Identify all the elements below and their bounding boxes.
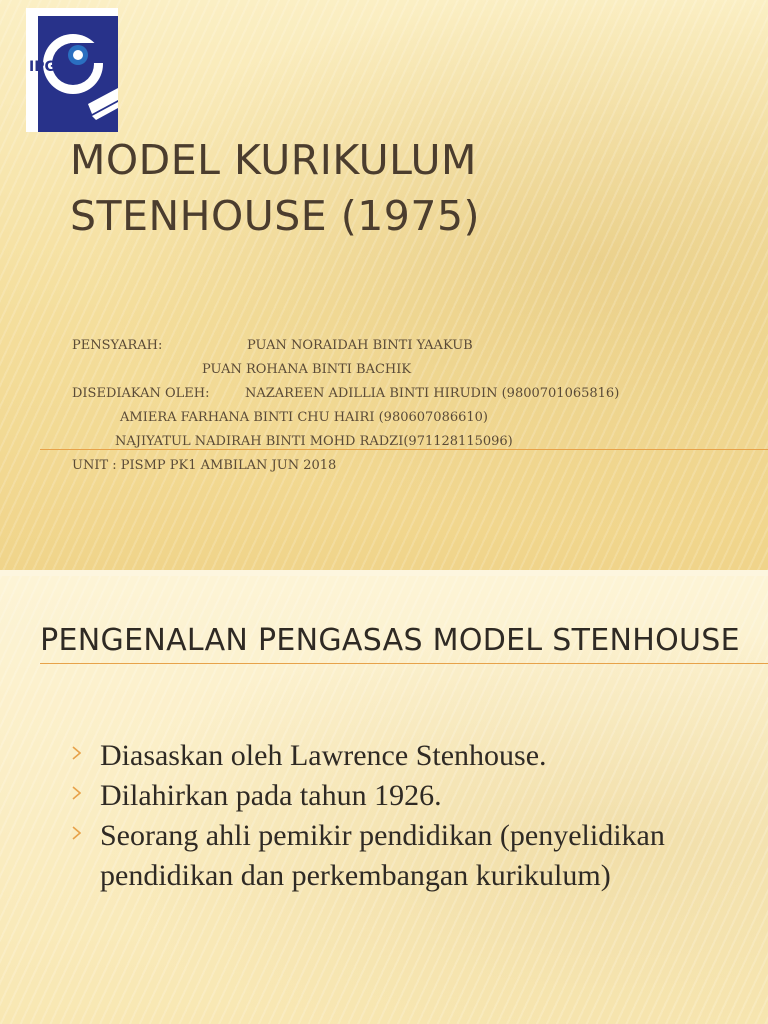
pensyarah-name-2: PUAN ROHANA BINTI BACHIK: [202, 362, 412, 377]
intro-slide: [0, 576, 768, 1024]
list-item: [72, 736, 712, 776]
unit-line: UNIT : PISMP PK1 AMBILAN JUN 2018: [72, 458, 337, 473]
bullet-arrow-icon: [72, 746, 81, 760]
credits-block: [72, 334, 762, 478]
bullet-text: Seorang ahli pemikir pendidikan (penyelidikan pendidikan dan perkembangan kurikulum): [100, 819, 665, 892]
divider-line: [40, 663, 768, 664]
member-name-2: AMIERA FARHANA BINTI CHU HAIRI (980607086610): [120, 410, 489, 425]
bullet-text: Diasaskan oleh Lawrence Stenhouse.: [100, 739, 547, 772]
bullet-arrow-icon: [72, 786, 81, 800]
member-name-3: NAJIYATUL NADIRAH BINTI MOHD RADZI(971128115096): [115, 434, 513, 449]
list-item: [72, 816, 712, 896]
pensyarah-name-1: PUAN NORAIDAH BINTI YAAKUB: [247, 338, 473, 353]
slide-title: [70, 132, 710, 244]
intro-slide-title: PENGENALAN PENGASAS MODEL STENHOUSE: [40, 623, 740, 658]
bullet-arrow-icon: [72, 826, 81, 840]
ipg-logo-text: IPG: [29, 59, 56, 75]
pensyarah-label: PENSYARAH:: [72, 338, 163, 353]
ipg-logo: [26, 8, 118, 132]
ipg-logo-icon: [26, 8, 118, 132]
slide-title-line-1: MODEL KURIKULUM: [70, 136, 477, 184]
member-name-1: NAZAREEN ADILLIA BINTI HIRUDIN (9800701065816): [245, 386, 620, 401]
bullet-text: Dilahirkan pada tahun 1926.: [100, 779, 442, 812]
bullet-list: [72, 736, 712, 896]
slide-title-line-2: STENHOUSE (1975): [70, 192, 481, 240]
divider-line: [40, 449, 768, 450]
list-item: [72, 776, 712, 816]
disediakan-label: DISEDIAKAN OLEH:: [72, 386, 210, 401]
